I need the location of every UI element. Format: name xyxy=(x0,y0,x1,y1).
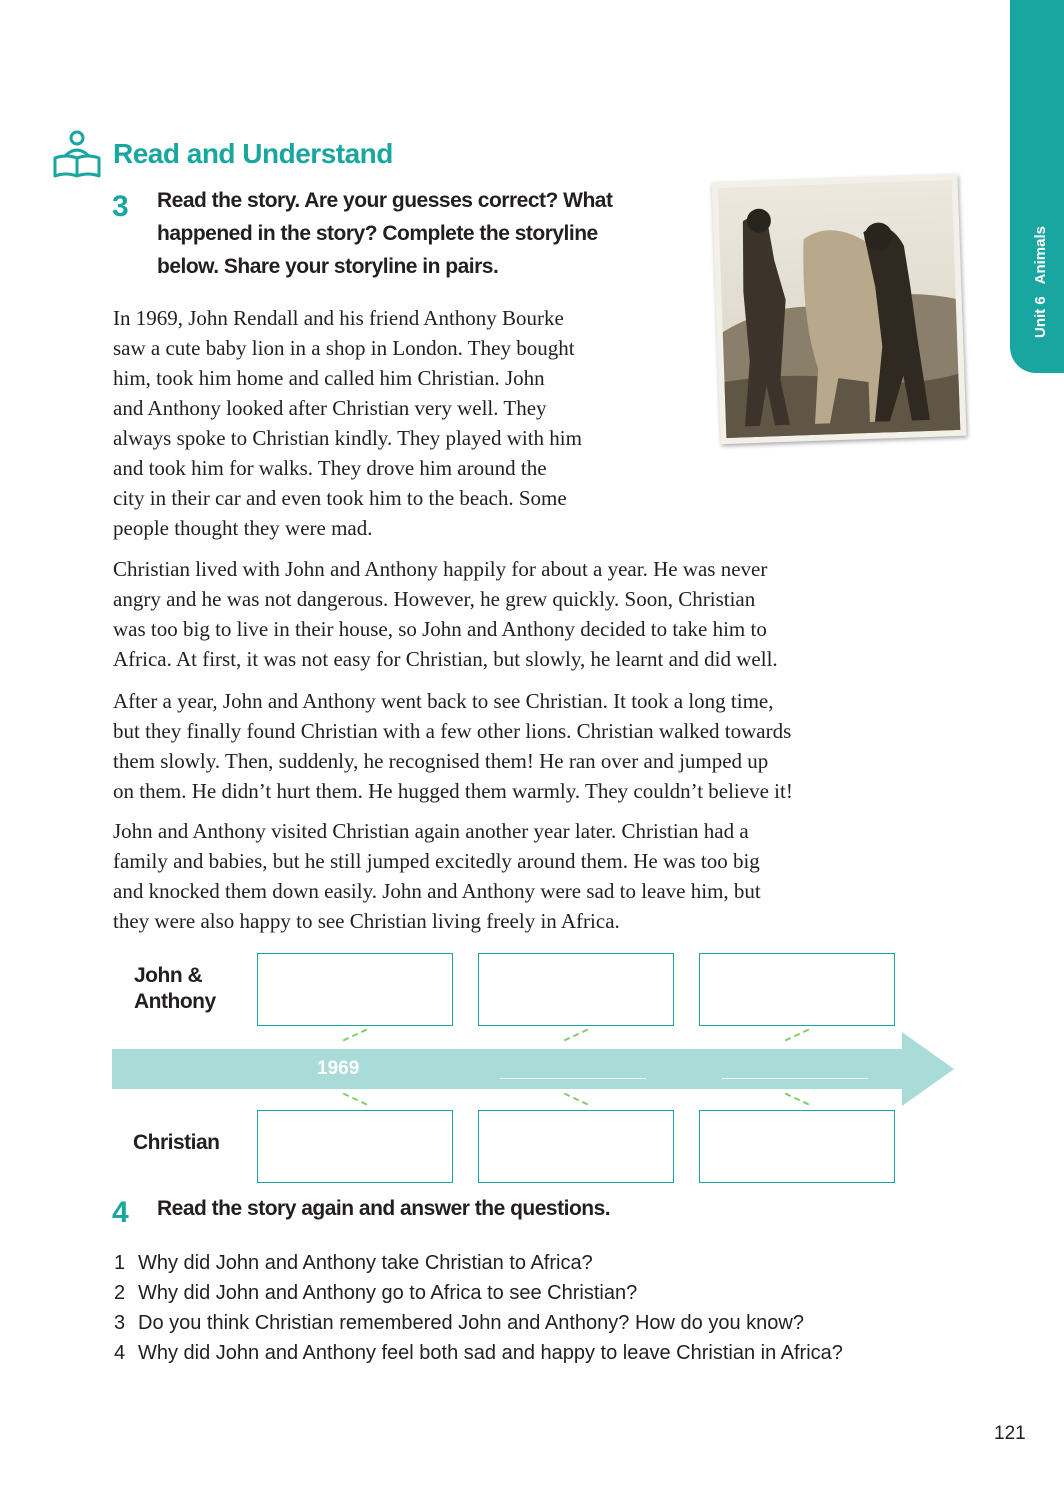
page-number: 121 xyxy=(994,1423,1026,1444)
story-paragraph-4 xyxy=(113,816,973,936)
question-number: 2 xyxy=(114,1282,126,1304)
storyline-box-christian-1[interactable] xyxy=(257,1110,453,1183)
task-4-number: 4 xyxy=(112,1196,129,1229)
question-item xyxy=(114,1248,843,1278)
story-line: and took him for walks. They drove him around the xyxy=(113,456,547,480)
story-paragraph-2 xyxy=(113,554,973,674)
question-number: 3 xyxy=(114,1312,126,1334)
storyline-box-john-anthony-2[interactable] xyxy=(478,953,674,1026)
story-line: they were also happy to see Christian living freely in Africa. xyxy=(113,909,620,933)
question-list xyxy=(114,1248,843,1368)
story-line: and knocked them down easily. John and Anthony were sad to leave him, but xyxy=(113,879,761,903)
task-4-instruction: Read the story again and answer the questions. xyxy=(157,1197,611,1220)
question-number: 1 xyxy=(114,1252,126,1274)
story-line: them slowly. Then, suddenly, he recognised them! He ran over and jumped up xyxy=(113,749,769,773)
story-line: was too big to live in their house, so John and Anthony decided to take him to xyxy=(113,617,767,641)
question-text: Why did John and Anthony take Christian to Africa? xyxy=(138,1252,593,1274)
question-item xyxy=(114,1338,843,1368)
task-3-number: 3 xyxy=(112,190,129,223)
storyline-box-john-anthony-1[interactable] xyxy=(257,953,453,1026)
storyline-box-christian-2[interactable] xyxy=(478,1110,674,1183)
question-number: 4 xyxy=(114,1342,126,1364)
timeline-year: 1969 xyxy=(317,1058,360,1079)
storyline-label-christian: Christian xyxy=(133,1131,220,1154)
story-line: In 1969, John Rendall and his friend Anthony Bourke xyxy=(113,306,564,330)
story-line: Africa. At first, it was not easy for Christian, but slowly, he learnt and did well. xyxy=(113,647,778,671)
story-line: but they finally found Christian with a few other lions. Christian walked towards xyxy=(113,719,792,743)
lion-hug-photo xyxy=(712,174,967,444)
story-line: saw a cute baby lion in a shop in London. They bought xyxy=(113,336,575,360)
story-line: city in their car and even took him to the beach. Some xyxy=(113,486,567,510)
story-line: John and Anthony visited Christian again another year later. Christian had a xyxy=(113,819,749,843)
question-text: Why did John and Anthony feel both sad and happy to leave Christian in Africa? xyxy=(138,1342,843,1364)
section-title: Read and Understand xyxy=(113,138,393,169)
task-3-line: Read the story. Are your guesses correct? What xyxy=(157,189,613,212)
unit-label: Unit 6 xyxy=(1032,296,1049,338)
storyline-box-john-anthony-3[interactable] xyxy=(699,953,895,1026)
story-paragraph-1 xyxy=(113,303,698,543)
story-line: always spoke to Christian kindly. They played with him xyxy=(113,426,582,450)
question-item xyxy=(114,1308,843,1338)
story-line: After a year, John and Anthony went back to see Christian. It took a long time, xyxy=(113,689,774,713)
timeline-blank-year-3[interactable] xyxy=(722,1078,868,1079)
task-3-instruction xyxy=(157,184,612,283)
question-item xyxy=(114,1278,843,1308)
story-line: and Anthony looked after Christian very well. They xyxy=(113,396,547,420)
question-text: Why did John and Anthony go to Africa to see Christian? xyxy=(138,1282,638,1304)
timeline-arrow xyxy=(112,1032,956,1106)
story-line: family and babies, but he still jumped excitedly around them. He was too big xyxy=(113,849,760,873)
unit-topic: Animals xyxy=(1032,226,1049,285)
storyline-box-christian-3[interactable] xyxy=(699,1110,895,1183)
story-line: people thought they were mad. xyxy=(113,516,373,540)
storyline-label-line: Anthony xyxy=(134,990,216,1013)
unit-side-tab-label xyxy=(1031,226,1051,338)
story-line: him, took him home and called him Christian. John xyxy=(113,366,545,390)
story-paragraph-3 xyxy=(113,686,973,806)
storyline-label-john-anthony xyxy=(134,963,216,1015)
reader-book-icon xyxy=(52,130,102,180)
task-3-line: below. Share your storyline in pairs. xyxy=(157,255,499,278)
timeline-blank-year-2[interactable] xyxy=(500,1078,646,1079)
storyline-label-line: John & xyxy=(134,964,203,987)
question-text: Do you think Christian remembered John and Anthony? How do you know? xyxy=(138,1312,804,1334)
story-line: on them. He didn’t hurt them. He hugged them warmly. They couldn’t believe it! xyxy=(113,779,793,803)
story-line: angry and he was not dangerous. However, he grew quickly. Soon, Christian xyxy=(113,587,756,611)
task-3-line: happened in the story? Complete the storyline xyxy=(157,222,598,245)
story-line: Christian lived with John and Anthony happily for about a year. He was never xyxy=(113,557,768,581)
